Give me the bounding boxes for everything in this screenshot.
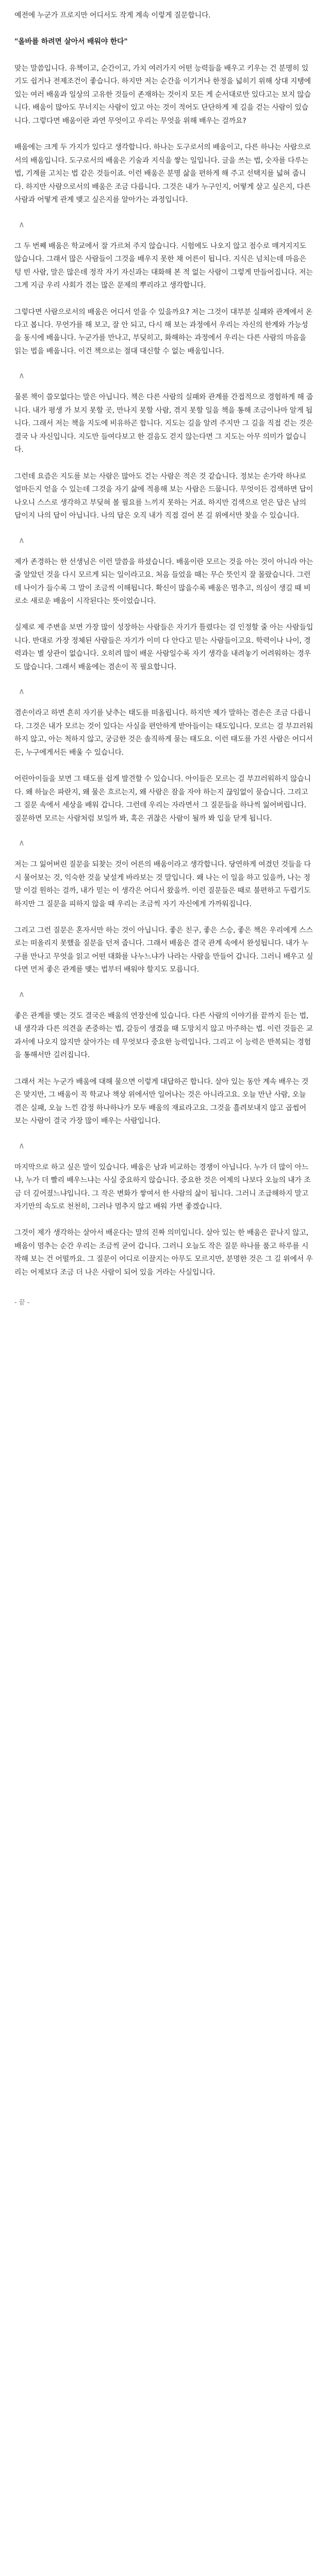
essay-quote <box>14 36 315 48</box>
essay-paragraph: 좋은 관계를 맺는 것도 결국은 배움의 연장선에 있습니다. 다른 사람의 이야기를 끝까지 듣는 법, 내 생각과 다른 의견을 존중하는 법, 갈등이 생겼을 때 도망치지 않고 마주하는 법. 이런 것들은 교과서에 나오지 않지만 살아가는 데 무엇보다 중요한 능력입니다. 그리고 이 능력은 반복되는 경험을 통해서만 길러집니다. <box>14 1011 313 1060</box>
section-separator: ∧ <box>19 370 25 381</box>
essay-paragraph: 어린아이들을 보면 그 태도를 쉽게 발견할 수 있습니다. 아이들은 모르는 걸 부끄러워하지 않습니다. 왜 하늘은 파란지, 왜 물은 흐르는지, 왜 사람은 잠을 자야 하는지 끊임없이 묻습니다. 그리고 그 질문 속에서 세상을 배워 갑니다. 그런데 우리는 자라면서 그 질문들을 하나씩 잃어버립니다. 질문하면 모르는 사람처럼 보일까 봐, 혹은 귀찮은 사람이 될까 봐 입을 닫게 됩니다. <box>14 775 311 823</box>
essay-intro: 예전에 누군가 프로지만 어디서도 작게 계속 이렇게 질문합니다. <box>14 11 211 20</box>
essay-paragraph: 겸손이라고 하면 흔히 자기를 낮추는 태도를 떠올립니다. 하지만 제가 말하는 겸손은 조금 다릅니다. 그것은 내가 모르는 것이 있다는 사실을 편안하게 받아들이는 태도입니다. 모르는 걸 부끄러워하지 않고, 아는 척하지 않고, 궁금한 것은 솔직하게 묻는 태도요. 이런 태도를 가진 사람은 어디서든, 누구에게서든 배울 수 있습니다. <box>14 709 314 757</box>
essay-paragraph: 제가 존경하는 한 선생님은 이런 말씀을 하셨습니다. 배움이란 모르는 것을 아는 것이 아니라 아는 줄 알았던 것을 다시 모르게 되는 일이라고요. 처음 들었을 때는 무슨 뜻인지 잘 몰랐습니다. 그런데 나이가 들수록 그 말이 조금씩 이해됩니다. 확신이 많을수록 배움은 멈추고, 의심이 생길 때 비로소 새로운 배움이 시작된다는 뜻이었습니다. <box>14 557 314 605</box>
essay-paragraph: 그렇다면 사람으로서의 배움은 어디서 얻을 수 있을까요? 저는 그것이 대부분 실패와 관계에서 온다고 봅니다. 무언가를 해 보고, 잘 안 되고, 다시 해 보는 과정에서 우리는 자신의 한계와 가능성을 동시에 배웁니다. 누군가를 만나고, 부딪히고, 화해하는 과정에서 우리는 다른 사람의 마음을 읽는 법을 배웁니다. 이건 책으로는 절대 대신할 수 없는 배움입니다. <box>14 308 312 355</box>
essay-paragraph: 그리고 그런 질문은 혼자서만 하는 것이 아닙니다. 좋은 친구, 좋은 스승, 좋은 책은 우리에게 스스로는 떠올리지 못했을 질문을 던져 줍니다. 그래서 배움은 결국 관계 속에서 완성됩니다. 내가 누구를 만나고 무엇을 읽고 어떤 대화를 나누느냐가 나라는 사람을 만들어 갑니다. 그러니 배우고 싶다면 먼저 좋은 관계를 맺는 법부터 배워야 할지도 모릅니다. <box>14 926 314 974</box>
essay-paragraph: 배움에는 크게 두 가지가 있다고 생각합니다. 하나는 도구로서의 배움이고, 다른 하나는 사람으로서의 배움입니다. 도구로서의 배움은 기술과 지식을 쌓는 일입니다. 글을 쓰는 법, 숫자를 다루는 법, 기계를 고치는 법 같은 것들이죠. 이런 배움은 분명 삶을 편하게 해 주고 선택지를 넓혀 줍니다. 하지만 사람으로서의 배움은 조금 다릅니다. 그것은 내가 누구인지, 어떻게 살고 싶은지, 다른 사람과 어떻게 관계 맺고 싶은지를 알아가는 과정입니다. <box>14 143 311 205</box>
essay-paragraph: 그 두 번째 배움은 학교에서 잘 가르쳐 주지 않습니다. 시험에도 나오지 않고 점수로 매겨지지도 않습니다. 그래서 많은 사람들이 그것을 배우지 못한 채 어른이 됩니다. 지식은 넘치는데 마음은 텅 빈 사람, 말은 많은데 정작 자기 자신과는 대화해 본 적 없는 사람이 그렇게 만들어집니다. 저는 그게 지금 우리 사회가 겪는 많은 문제의 뿌리라고 생각합니다. <box>14 242 313 290</box>
section-separator: ∧ <box>19 686 25 697</box>
essay-paragraph: 그것이 제가 생각하는 살아서 배운다는 말의 진짜 의미입니다. 살아 있는 한 배움은 끝나지 않고, 배움이 멈추는 순간 우리는 조금씩 굳어 갑니다. 그러니 오늘도 작은 질문 하나를 품고 하루를 시작해 보는 건 어떨까요. 그 질문이 어디로 이끌지는 아무도 모르지만, 분명한 것은 그 길 위에서 우리는 어제보다 조금 더 나은 사람이 되어 있을 거라는 사실입니다. <box>14 1229 313 1277</box>
section-separator: ∧ <box>19 535 25 545</box>
essay-paragraph: 그래서 저는 누군가 배움에 대해 물으면 이렇게 대답하곤 합니다. 살아 있는 동안 계속 배우는 것은 맞지만, 그 배움이 꼭 학교나 책상 위에서만 일어나는 것은 아니라고요. 오늘 만난 사람, 오늘 겪은 실패, 오늘 느낀 감정 하나하나가 모두 배움의 재료라고요. 그것을 흘려보내지 않고 곱씹어 보는 사람이 결국 가장 많이 배우는 사람입니다. <box>14 1077 309 1126</box>
essay-paragraph: 맞는 말씀입니다. 유책이고, 순간이고, 가치 여러가지 어떤 능력들을 배우고 키우는 건 분명히 있기도 쉽거나 전제조건이 좋습니다. 하지만 저는 순간을 이기거나 한정을 넓히기 위해 상대 지탱에 있는 여러 배움과 일상의 고유한 것들이 존재하는 것이지 모든 게 순서대로만 있다고는 보지 않습니다. 배움이 많아도 무너지는 사람이 있고 아는 것이 적어도 단단하게 제 길을 걷는 사람이 있습니다. 그렇다면 배움이란 과연 무엇이고 우리는 무엇을 위해 배우는 걸까요? <box>14 64 311 125</box>
essay-paragraph: 물론 책이 쓸모없다는 말은 아닙니다. 책은 다른 사람의 실패와 관계를 간접적으로 경험하게 해 줍니다. 내가 평생 가 보지 못할 곳, 만나지 못할 사람, 겪지 못할 일을 책을 통해 조금이나마 알게 됩니다. 그래서 저는 책을 지도에 비유하곤 합니다. 지도는 길을 알려 주지만 그 길을 직접 걷는 것은 결국 나 자신입니다. 지도만 들여다보고 한 걸음도 걷지 않는다면 그 지도는 아무 의미가 없습니다. <box>14 393 314 454</box>
essay-paragraph: 마지막으로 하고 싶은 말이 있습니다. 배움은 남과 비교하는 경쟁이 아닙니다. 누가 더 많이 아느냐, 누가 더 빨리 배우느냐는 사실 중요하지 않습니다. 중요한 것은 어제의 나보다 오늘의 내가 조금 더 깊어졌느냐입니다. 그 작은 변화가 쌓여서 한 사람의 삶이 됩니다. 그러니 조급해하지 말고 자기만의 속도로 천천히, 그러나 멈추지 않고 배워 가면 좋겠습니다. <box>14 1163 311 1211</box>
section-separator: ∧ <box>19 219 25 229</box>
essay-paragraph: 실제로 제 주변을 보면 가장 많이 성장하는 사람들은 자기가 틀렸다는 걸 인정할 줄 아는 사람들입니다. 반대로 가장 정체된 사람들은 자기가 이미 다 안다고 믿는 사람들이고요. 학력이나 나이, 경력과는 별 상관이 없습니다. 오히려 많이 배운 사람일수록 자기 생각을 내려놓기 어려워하는 경우도 많습니다. 그래서 배움에는 겸손이 꼭 필요합니다. <box>14 623 314 671</box>
essay-paragraph: 그런데 요즘은 지도를 보는 사람은 많아도 걷는 사람은 적은 것 같습니다. 정보는 손가락 하나로 얼마든지 얻을 수 있는데 그것을 자기 삶에 적용해 보는 사람은 드뭅니다. 무엇이든 검색하면 답이 나오니 스스로 생각하고 부딪혀 볼 필요를 느끼지 못하는 거죠. 하지만 검색으로 얻은 답은 남의 답이지 나의 답이 아닙니다. 나의 답은 오직 내가 직접 걸어 본 길 위에서만 찾을 수 있습니다. <box>14 472 314 520</box>
paragraph-list <box>14 62 315 1279</box>
section-separator: ∧ <box>19 1140 25 1150</box>
section-separator: ∧ <box>19 838 25 848</box>
essay-paragraph: 저는 그 잃어버린 질문을 되찾는 것이 어른의 배움이라고 생각합니다. 당연하게 여겼던 것들을 다시 물어보는 것, 익숙한 것을 낯설게 바라보는 것 말입니다. 왜 나는 이 일을 하고 있을까, 나는 정말 이걸 원하는 걸까, 내가 믿는 이 생각은 어디서 왔을까. 이런 질문들은 때로 불편하고 두렵기도 하지만 그 질문을 피하지 않을 때 우리는 조금씩 자기 자신에게 가까워집니다. <box>14 860 311 908</box>
quote-text: "올바를 하려면 살아서 배워야 한다" <box>14 38 128 46</box>
end-mark: - 끝 - <box>14 1299 30 1307</box>
section-separator: ∧ <box>19 989 25 999</box>
